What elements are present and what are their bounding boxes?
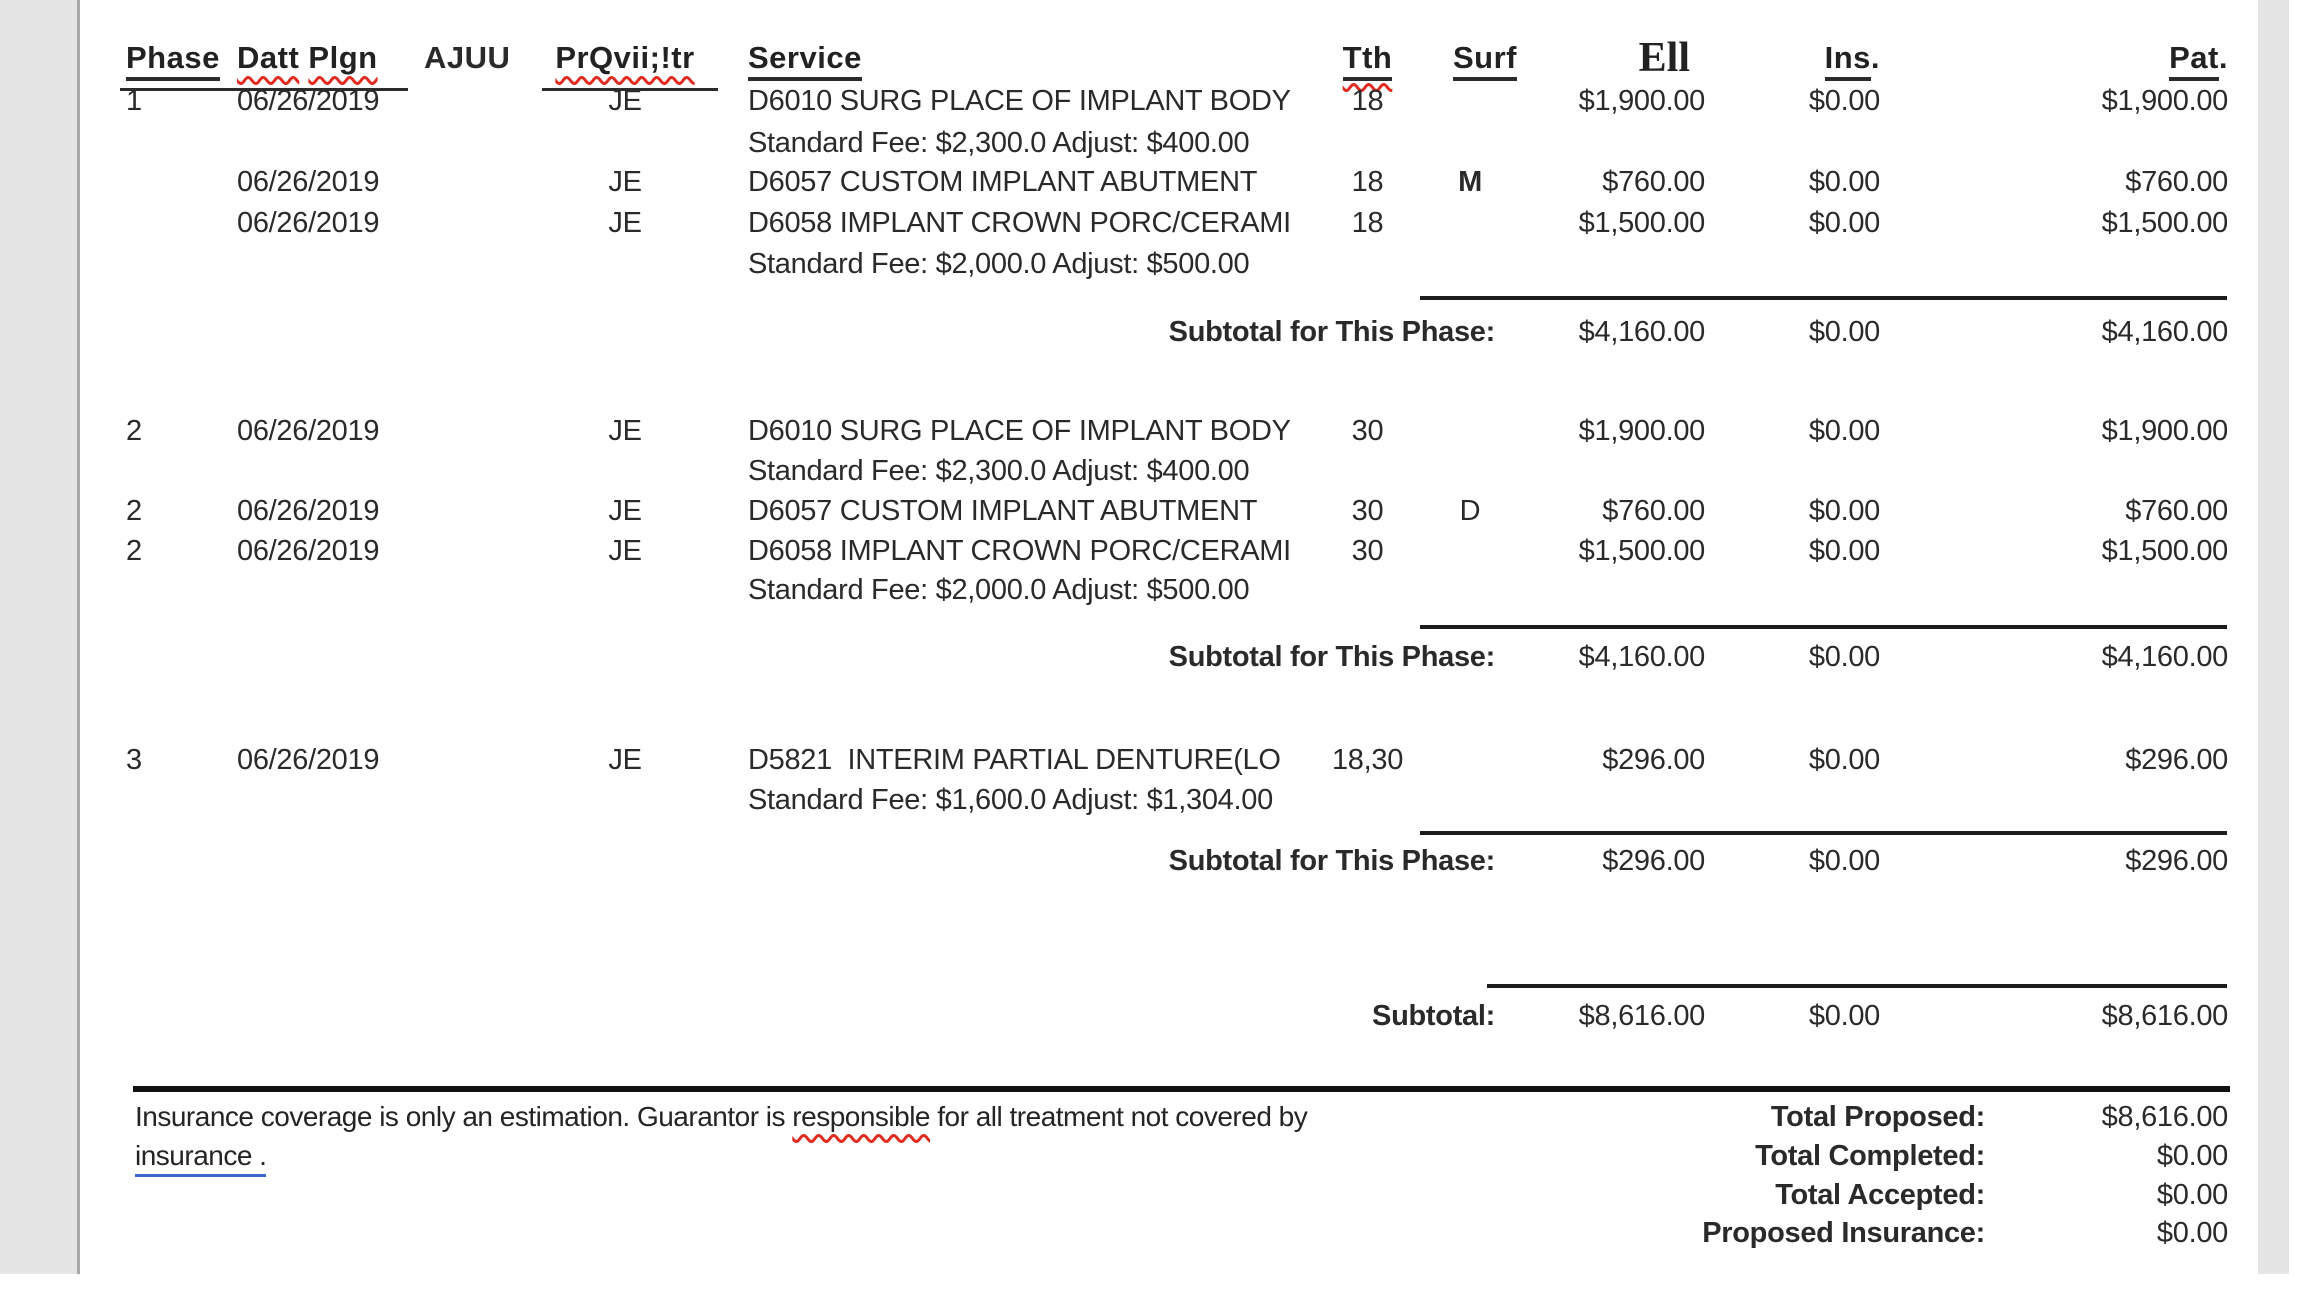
provider-cell: JE	[608, 166, 642, 198]
date-cell: 06/26/2019	[237, 85, 380, 117]
provider-cell: JE	[608, 415, 642, 447]
subtotal-fee: $296.00	[1602, 845, 1705, 877]
date-cell: 06/26/2019	[237, 495, 380, 527]
fee-cell: $1,500.00	[1578, 207, 1705, 239]
total-value: $8,616.00	[2101, 1101, 2228, 1133]
standard-fee-note	[0, 244, 2304, 284]
phase-cell: 2	[126, 415, 142, 447]
total-value: $0.00	[2156, 1140, 2228, 1172]
note-text: Standard Fee: $1,600.0 Adjust: $1,304.00	[748, 784, 1273, 816]
phase-cell: 3	[126, 744, 142, 776]
patient-cell: $760.00	[2125, 495, 2228, 527]
fee-cell: $1,900.00	[1578, 85, 1705, 117]
total-proposed-row	[0, 1097, 2304, 1137]
provider-cell: JE	[608, 535, 642, 567]
column-header-service: Service	[748, 38, 862, 78]
fee-cell: $760.00	[1602, 495, 1705, 527]
note-text: Standard Fee: $2,000.0 Adjust: $500.00	[748, 248, 1250, 280]
total-label: Proposed Insurance:	[1702, 1217, 1985, 1249]
column-header-ajuu: AJUU	[424, 40, 511, 75]
subtotal-insurance: $0.00	[1808, 316, 1880, 348]
service-cell: D6010 SURG PLACE OF IMPLANT BODY	[748, 85, 1291, 117]
subtotal-label: Subtotal for This Phase:	[1168, 316, 1495, 348]
table-header-row	[0, 35, 2304, 81]
service-cell: D5821 INTERIM PARTIAL DENTURE(LO	[748, 744, 1281, 776]
total-label: Total Accepted:	[1775, 1179, 1985, 1211]
column-header-fee: Ell	[1638, 35, 1690, 81]
column-header-phase: Phase	[126, 38, 220, 78]
note-text: Standard Fee: $2,000.0 Adjust: $500.00	[748, 574, 1250, 606]
subtotal-rule	[1420, 296, 2227, 300]
grand-subtotal-insurance: $0.00	[1808, 1000, 1880, 1032]
date-cell: 06/26/2019	[237, 744, 380, 776]
tooth-cell: 30	[1351, 535, 1384, 567]
tooth-cell: 18	[1351, 166, 1384, 198]
note-text: Standard Fee: $2,300.0 Adjust: $400.00	[748, 127, 1250, 159]
provider-cell: JE	[608, 744, 642, 776]
standard-fee-note	[0, 780, 2304, 820]
tooth-cell: 30	[1351, 495, 1384, 527]
provider-cell: JE	[608, 207, 642, 239]
patient-cell: $1,500.00	[2101, 535, 2228, 567]
phase-cell: 2	[126, 495, 142, 527]
insurance-cell: $0.00	[1808, 415, 1880, 447]
subtotal-insurance: $0.00	[1808, 845, 1880, 877]
footer-rule	[133, 1086, 2230, 1092]
insurance-cell: $0.00	[1808, 85, 1880, 117]
column-header-patient: Pat.	[1950, 38, 2228, 78]
date-cell: 06/26/2019	[237, 415, 380, 447]
total-label: Total Completed:	[1755, 1140, 1985, 1172]
insurance-cell: $0.00	[1808, 207, 1880, 239]
service-cell: D6057 CUSTOM IMPLANT ABUTMENT	[748, 166, 1258, 198]
phase-cell: 2	[126, 535, 142, 567]
service-cell: D6010 SURG PLACE OF IMPLANT BODY	[748, 415, 1291, 447]
phase-subtotal-row	[0, 312, 2304, 352]
treatment-row	[0, 531, 2304, 571]
surface-cell: M	[1458, 166, 1482, 198]
treatment-row	[0, 740, 2304, 780]
grand-subtotal-patient: $8,616.00	[2101, 1000, 2228, 1032]
total-label: Total Proposed:	[1770, 1101, 1985, 1133]
tooth-cell: 18	[1351, 207, 1384, 239]
patient-cell: $1,500.00	[2101, 207, 2228, 239]
treatment-row	[0, 162, 2304, 202]
subtotal-label: Subtotal for This Phase:	[1168, 641, 1495, 673]
phase-cell: 1	[126, 85, 142, 117]
fee-cell: $760.00	[1602, 166, 1705, 198]
standard-fee-note	[0, 570, 2304, 610]
subtotal-patient: $4,160.00	[2101, 641, 2228, 673]
total-accepted-row	[0, 1175, 2304, 1215]
date-cell: 06/26/2019	[237, 535, 380, 567]
treatment-row	[0, 81, 2304, 121]
insurance-link[interactable]: insurance .	[135, 1136, 266, 1176]
grand-subtotal-row	[0, 996, 2304, 1036]
fee-cell: $1,500.00	[1578, 535, 1705, 567]
subtotal-patient: $4,160.00	[2101, 316, 2228, 348]
tooth-cell: 18,30	[1331, 744, 1404, 776]
grand-subtotal-fee: $8,616.00	[1578, 1000, 1705, 1032]
subtotal-fee: $4,160.00	[1578, 316, 1705, 348]
fee-cell: $1,900.00	[1578, 415, 1705, 447]
phase-subtotal-row	[0, 637, 2304, 677]
treatment-row	[0, 203, 2304, 243]
subtotal-patient: $296.00	[2125, 845, 2228, 877]
provider-cell: JE	[608, 85, 642, 117]
misspelled-word: responsible	[792, 1101, 930, 1132]
date-cell: 06/26/2019	[237, 207, 380, 239]
total-completed-row	[0, 1136, 2304, 1176]
grand-subtotal-rule	[1487, 984, 2227, 988]
treatment-row	[0, 491, 2304, 531]
tooth-cell: 18	[1351, 85, 1384, 117]
service-cell: D6058 IMPLANT CROWN PORC/CERAMI	[748, 207, 1291, 239]
proposed-insurance-row	[0, 1213, 2304, 1253]
service-cell: D6057 CUSTOM IMPLANT ABUTMENT	[748, 495, 1258, 527]
subtotal-insurance: $0.00	[1808, 641, 1880, 673]
subtotal-rule	[1420, 831, 2227, 835]
tooth-cell: 30	[1351, 415, 1384, 447]
subtotal-rule	[1420, 625, 2227, 629]
column-header-surface: Surf	[1453, 38, 1517, 78]
date-cell: 06/26/2019	[237, 166, 380, 198]
column-header-tooth: Tth	[1285, 38, 1450, 78]
column-header-date-planned: Datt Plgn	[237, 40, 378, 75]
patient-cell: $1,900.00	[2101, 415, 2228, 447]
phase-subtotal-row	[0, 841, 2304, 881]
provider-cell: JE	[608, 495, 642, 527]
surface-cell: D	[1459, 495, 1481, 527]
insurance-cell: $0.00	[1808, 535, 1880, 567]
subtotal-fee: $4,160.00	[1578, 641, 1705, 673]
standard-fee-note	[0, 123, 2304, 163]
disclaimer-text: Insurance coverage is only an estimation. Guarantor is responsible for all treatment not covered by	[135, 1101, 1308, 1132]
insurance-cell: $0.00	[1808, 166, 1880, 198]
grand-subtotal-label: Subtotal:	[1372, 1000, 1495, 1032]
total-value: $0.00	[2156, 1217, 2228, 1249]
note-text: Standard Fee: $2,300.0 Adjust: $400.00	[748, 455, 1250, 487]
patient-cell: $1,900.00	[2101, 85, 2228, 117]
insurance-cell: $0.00	[1808, 495, 1880, 527]
total-value: $0.00	[2156, 1179, 2228, 1211]
insurance-cell: $0.00	[1808, 744, 1880, 776]
fee-cell: $296.00	[1602, 744, 1705, 776]
service-cell: D6058 IMPLANT CROWN PORC/CERAMI	[748, 535, 1291, 567]
patient-cell: $296.00	[2125, 744, 2228, 776]
column-header-insurance: Ins.	[1760, 38, 1880, 78]
column-header-provider: PrQvii;!tr	[555, 40, 695, 75]
subtotal-label: Subtotal for This Phase:	[1168, 845, 1495, 877]
treatment-row	[0, 411, 2304, 451]
patient-cell: $760.00	[2125, 166, 2228, 198]
standard-fee-note	[0, 451, 2304, 491]
